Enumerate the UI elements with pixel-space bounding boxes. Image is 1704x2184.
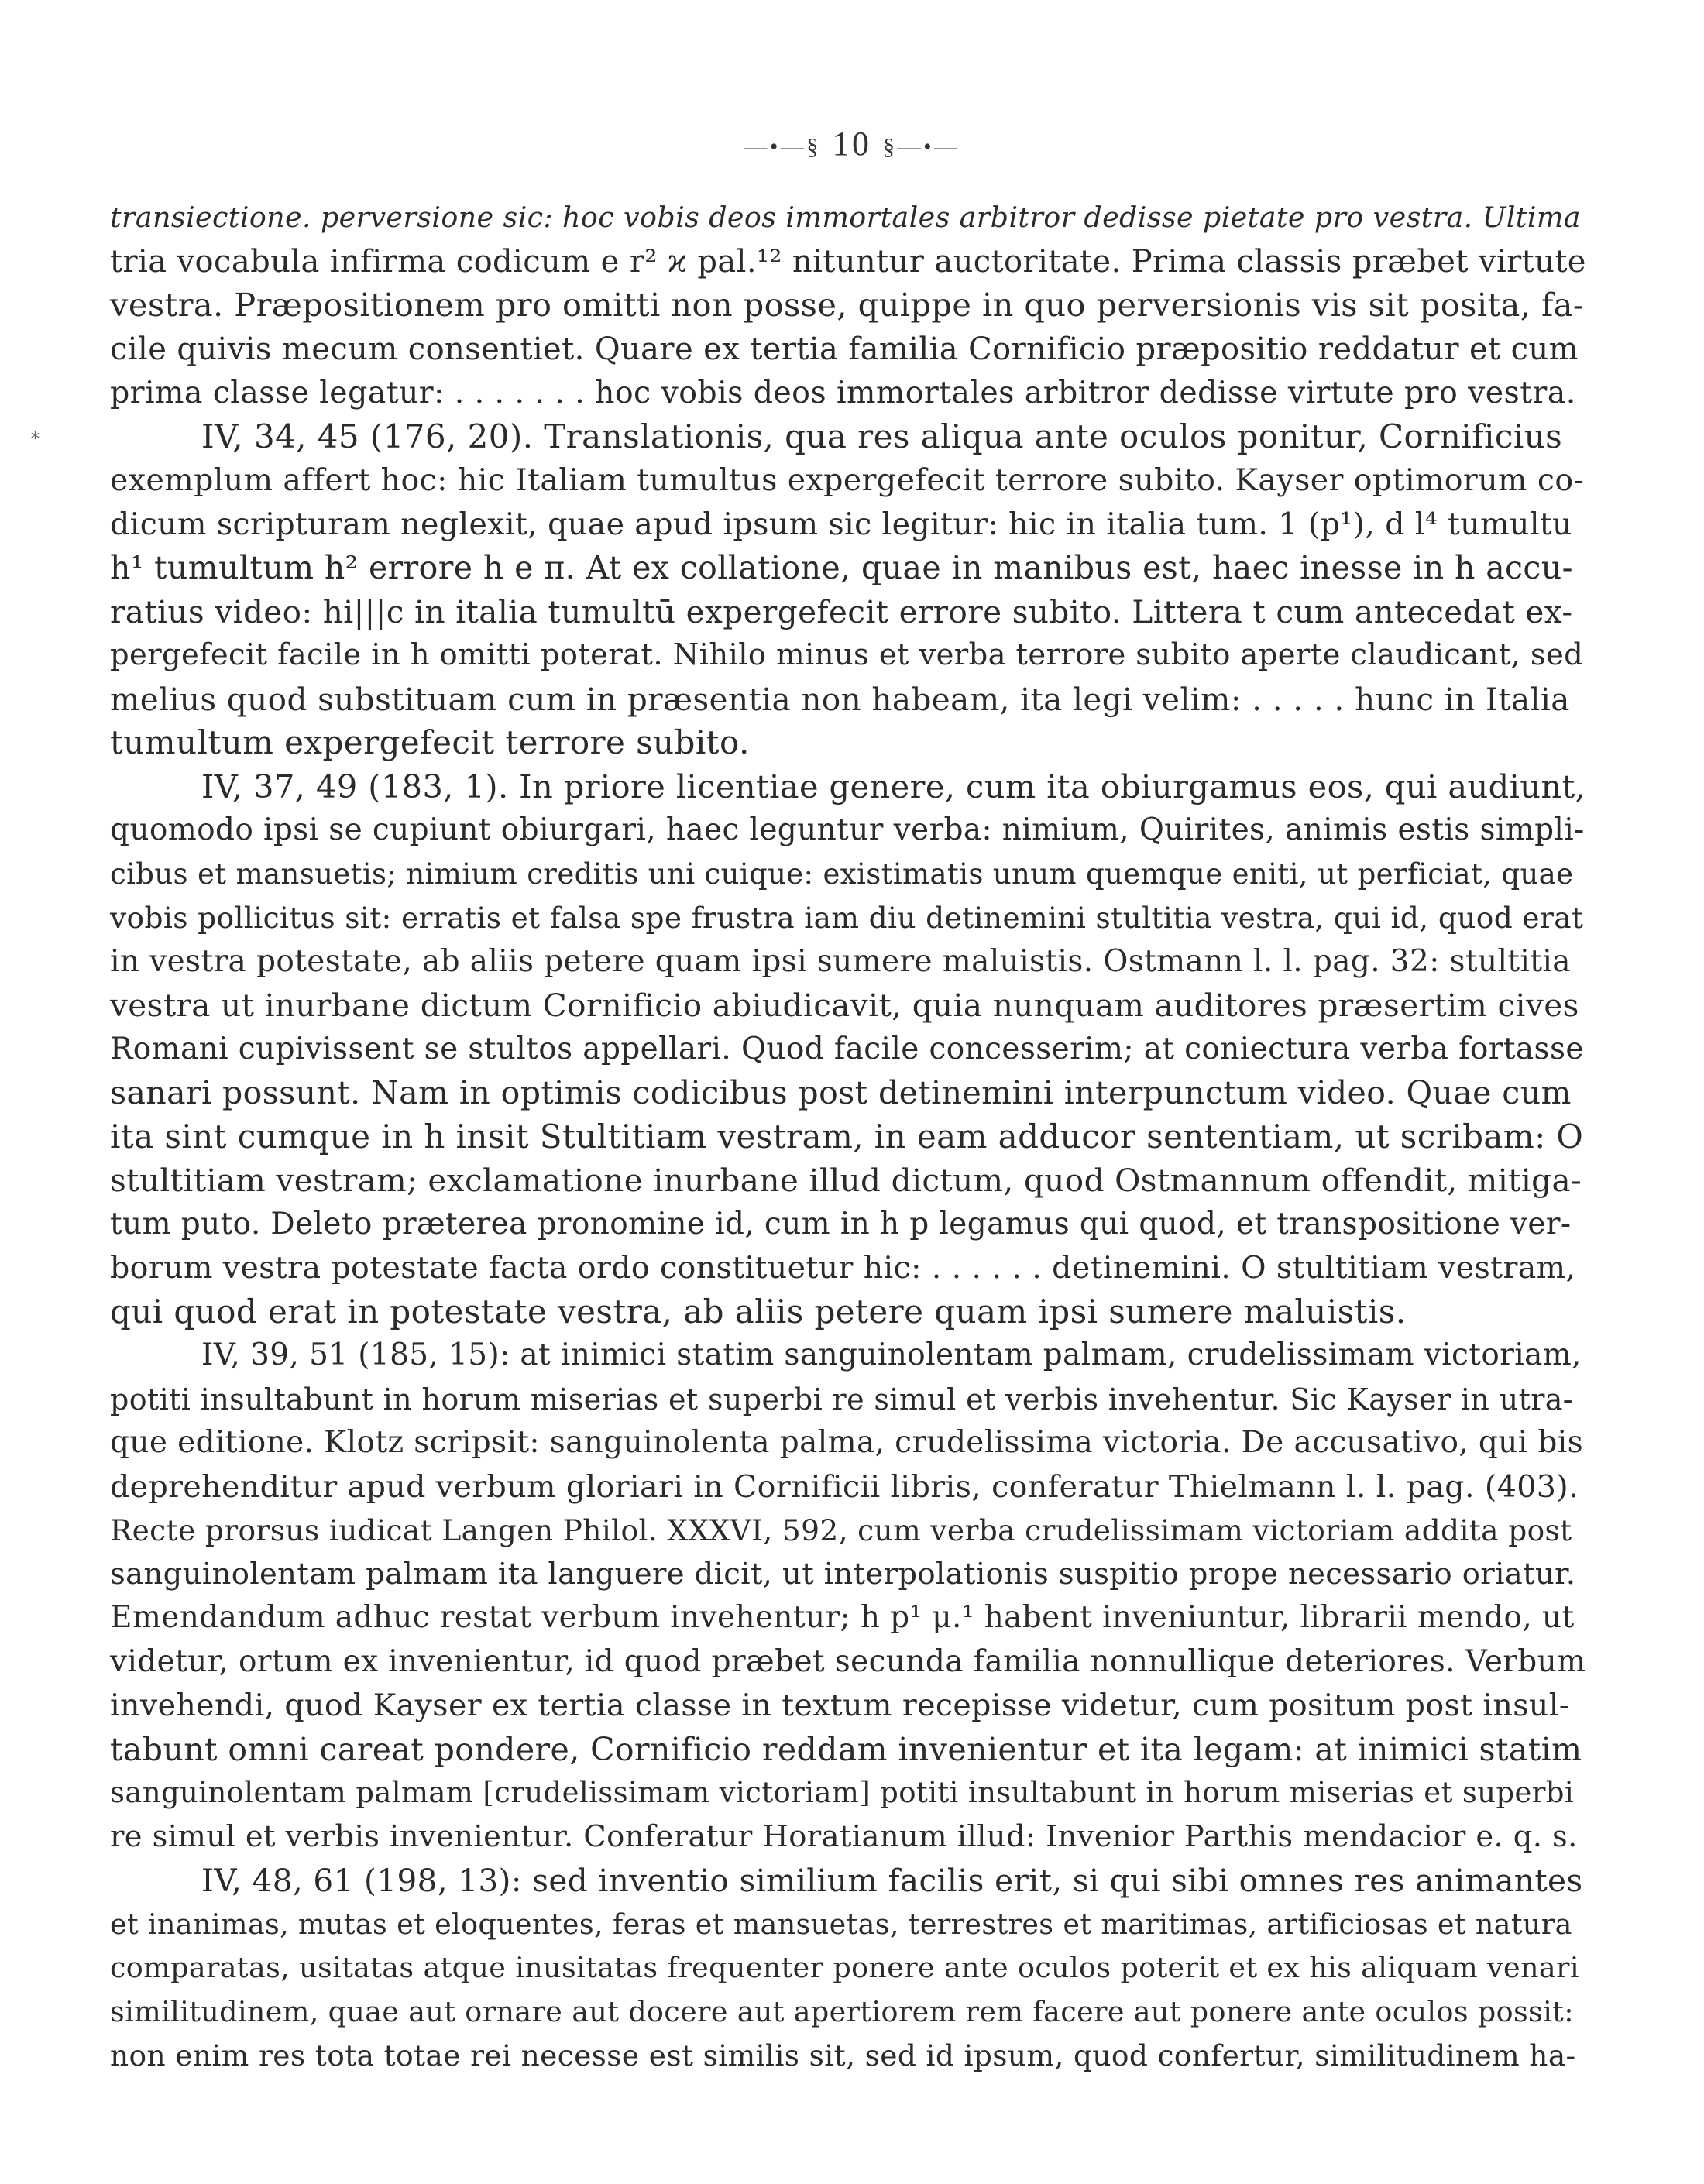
text-line: in vestra potestate, ab aliis petere quam ipsi sumere maluistis. Ostmann l. l. pag. 32: stultitia — [110, 943, 1571, 979]
text-line: vobis pollicitus sit: erratis et falsa spe frustra iam diu detinemini stultitia vestra, qui id, quod erat — [110, 901, 1584, 935]
text-line: sanari possunt. Nam in optimis codicibus post detinemini interpunctum video. Quae cum — [110, 1074, 1572, 1111]
text-line: quomodo ipsi se cupiunt obiurgari, haec leguntur verba: nimium, Quirites, animis estis simpli- — [110, 812, 1585, 847]
text-line: Recte prorsus iudicat Langen Philol. XXXVI, 592, cum verba crudelissimam victoriam addita post — [110, 1513, 1572, 1547]
text-line: Romani cupivissent se stultos appellari. Quod facile concesserim; at coniectura verba fortasse — [110, 1031, 1584, 1066]
text-line: IV, 37, 49 (183, 1). In priore licentiae genere, cum ita obiurgamus eos, qui audiunt, — [201, 767, 1586, 805]
text-line: ratius video: hi|||c in italia tumultū expergefecit errore subito. Littera t cum antecedat ex- — [110, 592, 1573, 630]
text-line: similitudinem, quae aut ornare aut docere aut apertiorem rem facere aut ponere ante oculos possit: — [110, 1994, 1574, 2028]
text-line: videtur, ortum ex invenientur, id quod præbet secunda familia nonnullique deteriores. Verbum — [110, 1643, 1586, 1679]
text-line: h¹ tumultum h² errore h e π. At ex collatione, quae in manibus est, haec inesse in h accu- — [110, 549, 1573, 586]
ornament-left: —•—§ — [744, 133, 821, 160]
text-line: tum puto. Deleto præterea pronomine id, cum in h p legamus qui quod, et transpositione ver- — [110, 1206, 1572, 1241]
text-line: borum vestra potestate facta ordo constituetur hic: . . . . . . detinemini. O stultitiam vestram, — [110, 1250, 1576, 1286]
text-line: prima classe legatur: . . . . . . . hoc vobis deos immortales arbitror dedisse virtute pro vestra. — [110, 375, 1576, 410]
text-line: transiectione. perversione sic: hoc vobis deos immortales arbitror dedisse pietate pro vestra. Ultima — [110, 201, 1581, 234]
page-header — [0, 124, 1704, 163]
text-line: cibus et mansuetis; nimium creditis uni cuique: existimatis unum quemque eniti, ut perficiat, quae — [110, 857, 1574, 891]
text-line: pergefecit facile in h omitti poterat. Nihilo minus et verba terrore subito aperte claudicant, sed — [110, 637, 1584, 672]
text-line: IV, 34, 45 (176, 20). Translationis, qua res aliqua ante oculos ponitur, Cornificius — [201, 417, 1563, 455]
text-line: exemplum affert hoc: hic Italiam tumultus expergefecit terrore subito. Kayser optimorum co- — [110, 462, 1585, 498]
body-text — [110, 196, 1586, 2078]
text-line: vestra ut inurbane dictum Cornificio abiudicavit, quia nunquam auditores præsertim cives — [110, 987, 1579, 1024]
text-line: non enim res tota totae rei necesse est similis sit, sed id ipsum, quod confertur, similitudinem ha- — [110, 2038, 1576, 2072]
text-line: deprehenditur apud verbum gloriari in Cornificii libris, conferatur Thielmann l. l. pag. (403). — [110, 1468, 1579, 1505]
text-line: que editione. Klotz scripsit: sanguinolenta palma, crudelissima victoria. De accusativo, qui bis — [110, 1425, 1584, 1460]
text-line: tumultum expergefecit terrore subito. — [110, 723, 750, 761]
text-line: Emendandum adhuc restat verbum invehentur; h p¹ μ.¹ habent inveniuntur, librarii mendo, ut — [110, 1600, 1575, 1635]
text-line: tria vocabula infirma codicum e r² ϰ pal.¹² nituntur auctoritate. Prima classis præbet virtute — [110, 243, 1586, 280]
text-line: et inanimas, mutas et eloquentes, feras et mansuetas, terrestres et maritimas, artificiosas et natura — [110, 1907, 1572, 1941]
text-line: melius quod substituam cum in præsentia non habeam, ita legi velim: . . . . . hunc in Italia — [110, 680, 1570, 718]
text-line: cile quivis mecum consentiet. Quare ex tertia familia Cornificio præpositio reddatur et cum — [110, 331, 1579, 367]
ornament-right: §—•— — [883, 133, 960, 160]
text-line: IV, 39, 51 (185, 15): at inimici statim sanguinolentam palmam, crudelissimam victoriam, — [201, 1338, 1582, 1372]
text-line: ita sint cumque in h insit Stultitiam vestram, in eam adducor sententiam, ut scribam: O — [110, 1117, 1584, 1156]
text-line: re simul et verbis invenientur. Conferatur Horatianum illud: Invenior Parthis mendacior e. q. s. — [110, 1818, 1578, 1854]
text-line: qui quod erat in potestate vestra, ab aliis petere quam ipsi sumere maluistis. — [110, 1292, 1407, 1331]
text-line: sanguinolentam palmam ita languere dicit, ut interpolationis suspitio prope necessario oriatur. — [110, 1556, 1576, 1592]
text-line: invehendi, quod Kayser ex tertia classe in textum recepisse videtur, cum positum post insul- — [110, 1688, 1570, 1723]
text-line: tabunt omni careat pondere, Cornificio reddam invenientur et ita legam: at inimici statim — [110, 1730, 1582, 1768]
text-line: potiti insultabunt in horum miserias et superbi re simul et verbis invehentur. Sic Kayser in utra- — [110, 1382, 1574, 1417]
text-line: stultitiam vestram; exclamatione inurbane illud dictum, quod Ostmannum offendit, mitiga- — [110, 1162, 1582, 1199]
text-line: comparatas, usitatas atque inusitatas frequenter ponere ante oculos poterit et ex his aliquam venari — [110, 1951, 1579, 1984]
text-line: IV, 48, 61 (198, 13): sed inventio similium facilis erit, si qui sibi omnes res animantes — [201, 1862, 1583, 1899]
text-line: sanguinolentam palmam [crudelissimam victoriam] potiti insultabunt in horum miserias et superbi — [110, 1776, 1575, 1809]
margin-mark: * — [31, 430, 40, 449]
text-line: vestra. Præpositionem pro omitti non posse, quippe in quo perversionis vis sit posita, fa- — [110, 286, 1585, 324]
page-number: 10 — [832, 125, 872, 163]
text-line: dicum scripturam neglexit, quae apud ipsum sic legitur: hic in italia tum. 1 (p¹), d l⁴ tumultu — [110, 506, 1572, 542]
